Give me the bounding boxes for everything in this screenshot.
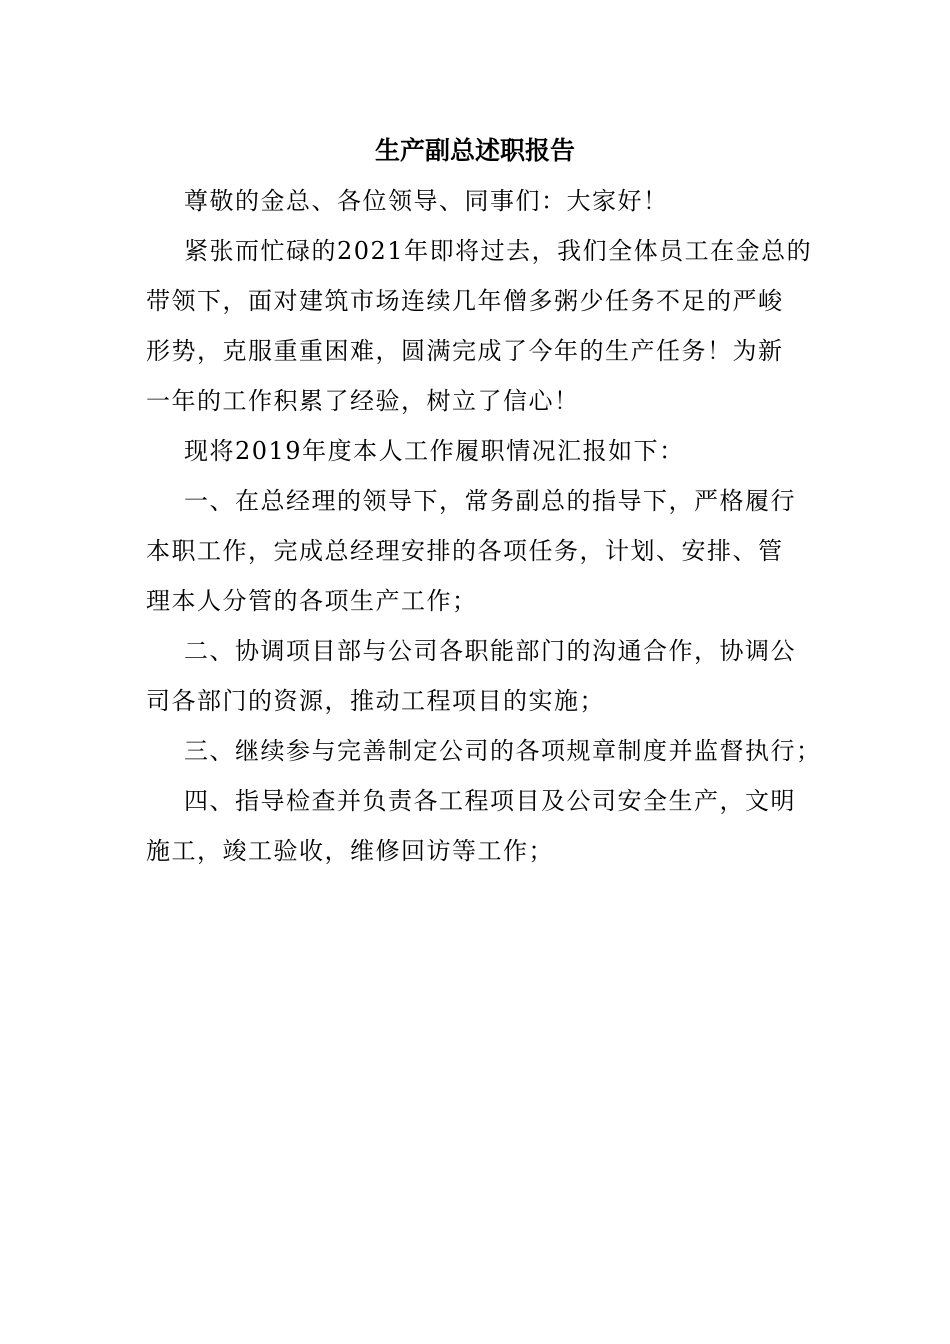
paragraph-item-3 xyxy=(146,726,822,776)
paragraph-greeting xyxy=(146,176,806,226)
paragraph-line: 司各部门的资源，推动工程项目的实施； xyxy=(146,687,605,715)
paragraph-line: 三、继续参与完善制定公司的各项规章制度并监督执行； xyxy=(184,737,822,765)
paragraph-line: 一年的工作积累了经验，树立了信心！ xyxy=(146,387,580,415)
paragraph-line: 施工，竣工验收，维修回访等工作； xyxy=(146,837,554,865)
document-title: 生产副总述职报告 xyxy=(374,136,575,165)
paragraph-line: 本职工作，完成总经理安排的各项任务，计划、安排、管 xyxy=(146,537,784,565)
paragraph-intro xyxy=(146,226,813,426)
paragraph-item-2 xyxy=(146,626,806,726)
paragraph-line: 形势，克服重重困难，圆满完成了今年的生产任务！为新 xyxy=(146,337,784,365)
paragraph-line: 现将2019年度本人工作履职情况汇报如下： xyxy=(184,437,685,465)
document-body xyxy=(146,176,822,876)
paragraph-line: 四、指导检查并负责各工程项目及公司安全生产，文明 xyxy=(184,787,796,815)
paragraph-report-lead xyxy=(146,426,806,476)
paragraph-line: 紧张而忙碌的2021年即将过去，我们全体员工在金总的 xyxy=(184,237,813,265)
paragraph-item-4 xyxy=(146,776,806,876)
paragraph-line: 一、在总经理的领导下，常务副总的指导下，严格履行 xyxy=(184,487,796,515)
paragraph-line: 理本人分管的各项生产工作； xyxy=(146,587,478,615)
paragraph-line: 尊敬的金总、各位领导、同事们：大家好！ xyxy=(184,187,669,215)
paragraph-line: 带领下，面对建筑市场连续几年僧多粥少任务不足的严峻 xyxy=(146,287,784,315)
paragraph-line: 二、协调项目部与公司各职能部门的沟通合作，协调公 xyxy=(184,637,796,665)
paragraph-item-1 xyxy=(146,476,806,626)
